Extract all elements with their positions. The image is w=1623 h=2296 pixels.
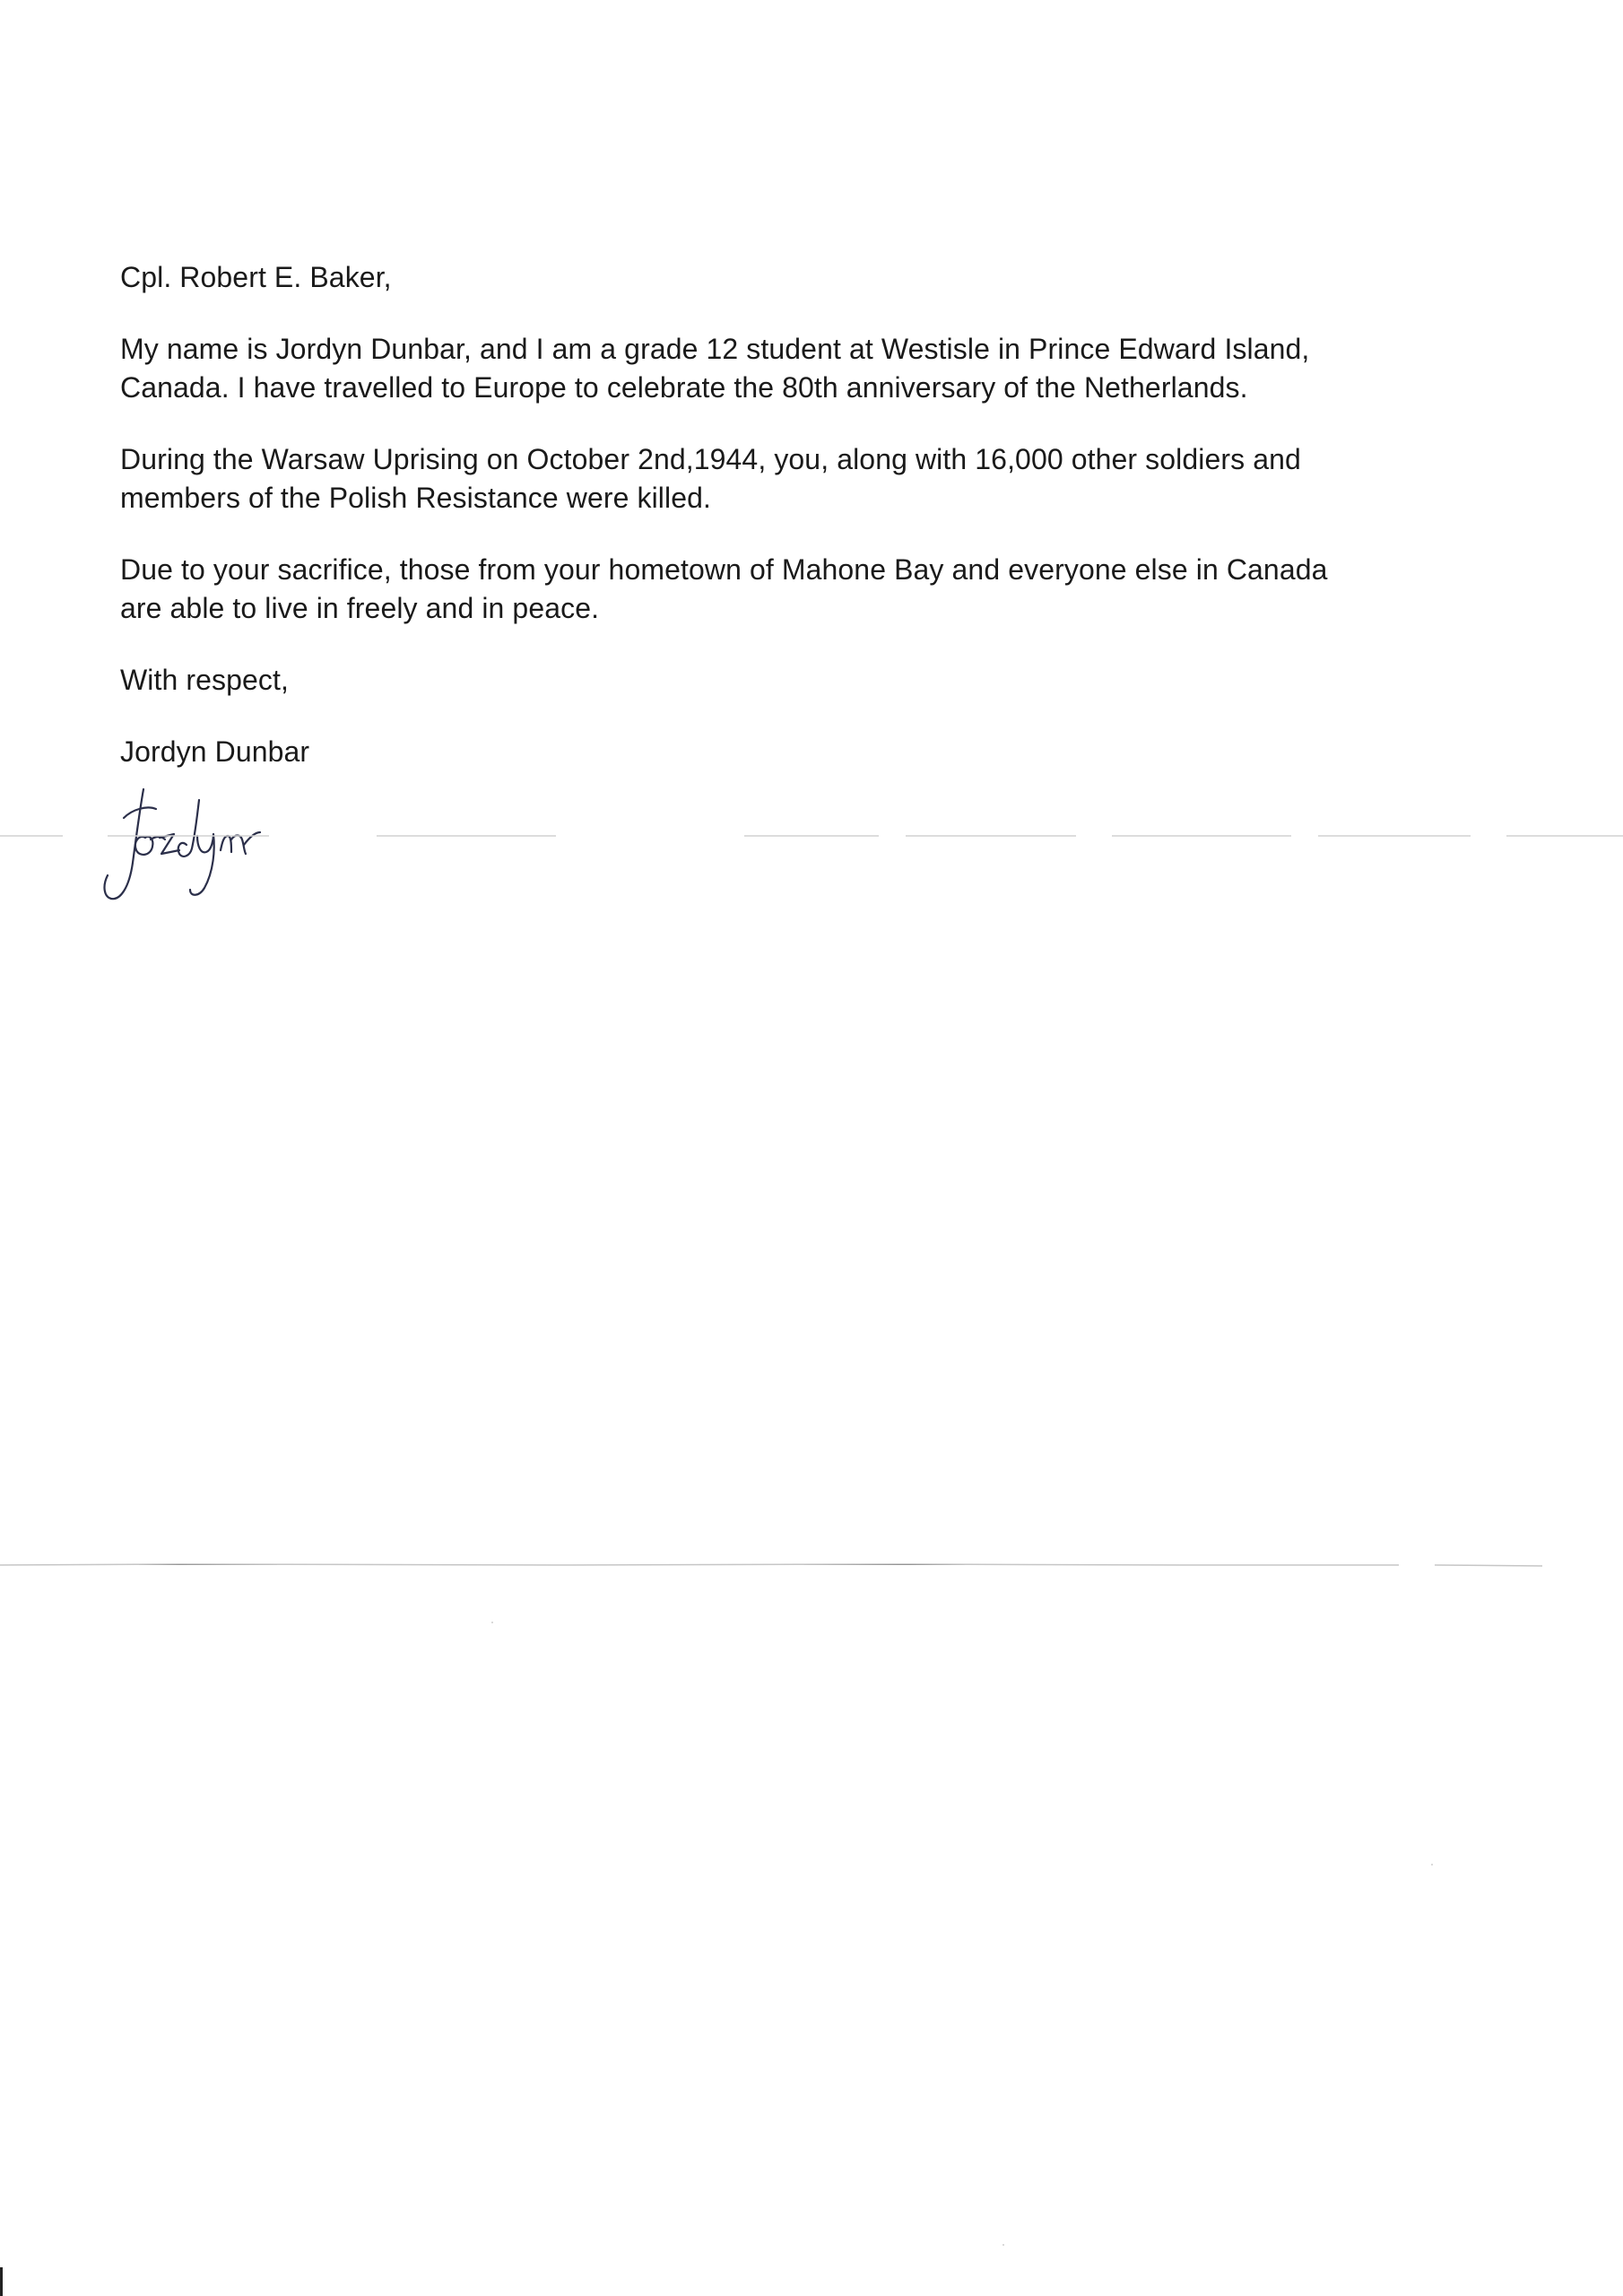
scan-speck <box>1431 1864 1433 1866</box>
paragraph-intro-line-2: Canada. I have travelled to Europe to celebrate the 80th anniversary of the Netherlands. <box>120 371 1248 404</box>
letter-body <box>120 258 1465 771</box>
scan-speck <box>491 1622 493 1623</box>
paragraph-warsaw-line-2: members of the Polish Resistance were killed. <box>120 482 711 514</box>
paragraph-sacrifice-line-2: are able to live in freely and in peace. <box>120 592 600 624</box>
paragraph-sacrifice-line-1: Due to your sacrifice, those from your hometown of Mahone Bay and everyone else in Canada <box>120 553 1328 586</box>
paragraph-warsaw-line-1: During the Warsaw Uprising on October 2nd,1944, you, along with 16,000 other soldiers and <box>120 443 1301 475</box>
handwritten-signature <box>97 782 303 917</box>
paragraph-sacrifice <box>120 551 1465 628</box>
scan-speck <box>1002 2244 1004 2246</box>
paragraph-intro <box>120 330 1465 407</box>
scan-edge-mark <box>0 2267 3 2296</box>
fold-line-upper <box>0 834 1623 836</box>
signoff-name: Jordyn Dunbar <box>120 735 310 768</box>
salutation: Cpl. Robert E. Baker, <box>120 261 392 293</box>
paragraph-intro-line-1: My name is Jordyn Dunbar, and I am a grade 12 student at Westisle in Prince Edward Island, <box>120 333 1310 365</box>
fold-line-lower <box>0 1562 1623 1564</box>
paragraph-warsaw <box>120 440 1465 517</box>
closing: With respect, <box>120 664 290 696</box>
